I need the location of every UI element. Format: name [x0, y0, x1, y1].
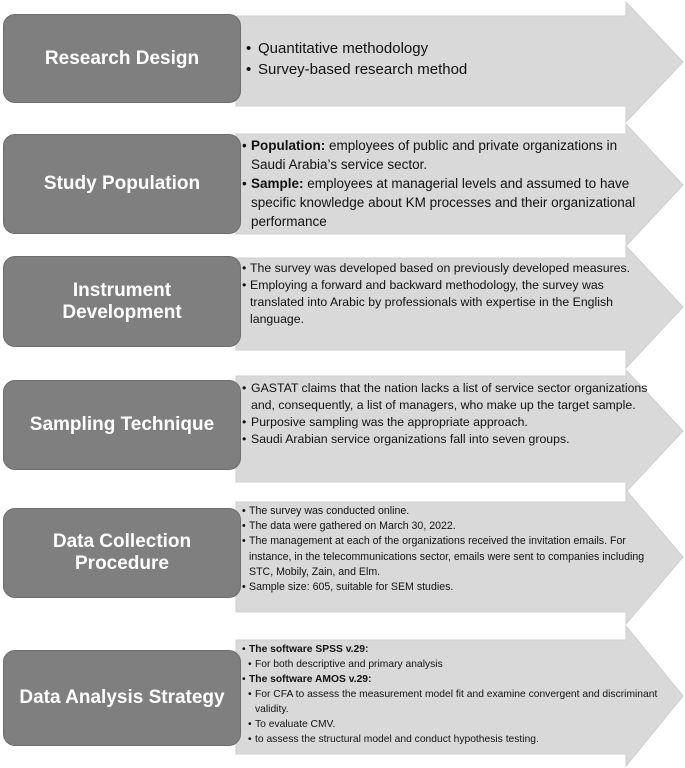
bullet-text: For CFA to assess the measurement model fit and examine convergent and discriminant validity. — [255, 689, 658, 715]
bullet-list — [242, 504, 662, 595]
stage-title: Research Design — [44, 47, 200, 69]
bullet-item — [242, 580, 662, 595]
stage-research-design — [0, 2, 685, 122]
stage-title-box — [3, 508, 241, 598]
bullet-text: For both descriptive and primary analysis — [255, 659, 443, 670]
stage-title-box — [3, 650, 241, 746]
stage-instrument-development — [0, 246, 685, 368]
bullet-item — [242, 504, 662, 519]
stage-content — [242, 136, 652, 231]
bullet-text: Quantitative methodology — [258, 40, 429, 57]
stage-title: Study Population — [43, 173, 201, 195]
stage-data-collection-procedure — [0, 490, 685, 624]
bullet-text: Employing a forward and backward methodology, the survey was translated into Arabic by professionals with expertise in the English language. — [250, 278, 613, 326]
bullet-bold-lead: The software SPSS v.29: — [249, 644, 369, 655]
stage-title-box — [3, 14, 241, 103]
bullet-text: GASTAT claims that the nation lacks a list of service sector organizations and, consequently, a list of managers, who make up the target sample. — [251, 381, 648, 412]
stage-title: Instrument Development — [62, 279, 182, 323]
bullet-list — [242, 260, 660, 328]
bullet-item — [242, 277, 660, 328]
bullet-item — [242, 431, 660, 448]
bullet-item — [242, 534, 662, 580]
stage-title-box — [3, 256, 241, 347]
bullet-item — [246, 59, 646, 80]
stage-title-box — [3, 380, 241, 470]
bullet-list — [242, 136, 652, 231]
bullet-text: The survey was developed based on previously developed measures. — [250, 261, 631, 275]
stage-title: Sampling Technique — [29, 414, 215, 436]
bullet-bold-lead: The software AMOS v.29: — [249, 674, 372, 685]
bullet-item — [242, 414, 660, 431]
stage-title-box — [3, 134, 241, 234]
bullet-list — [246, 38, 646, 80]
bullet-list — [242, 642, 662, 747]
stage-data-analysis-strategy — [0, 626, 685, 766]
bullet-item — [242, 380, 660, 414]
stage-study-population — [0, 124, 685, 246]
bullet-item — [242, 657, 662, 672]
bullet-text: Saudi Arabian service organizations fall into seven groups. — [251, 432, 570, 446]
bullet-item — [242, 687, 662, 717]
bullet-item — [242, 519, 662, 534]
bullet-text: to assess the structural model and conduct hypothesis testing. — [255, 734, 539, 745]
bullet-item — [246, 38, 646, 59]
stage-sampling-technique — [0, 370, 685, 492]
bullet-text: The management at each of the organizations received the invitation emails. For instance, in the telecommunications sector, emails were sent to companies including STC, Mobily, Zain, and Elm. — [249, 535, 645, 578]
stage-content — [242, 260, 660, 328]
stage-title: Data Analysis Strategy — [19, 687, 225, 709]
bullet-bold-lead: Sample: — [251, 176, 304, 191]
stage-title: Data Collection Procedure — [52, 531, 192, 574]
bullet-list — [242, 380, 660, 448]
bullet-bold-lead: Population: — [251, 138, 326, 153]
bullet-text: Purposive sampling was the appropriate approach. — [251, 415, 528, 429]
bullet-item — [242, 672, 662, 687]
bullet-item — [242, 136, 652, 174]
bullet-item — [242, 642, 662, 657]
stage-content — [242, 380, 660, 448]
bullet-text: Sample size: 605, suitable for SEM studies. — [249, 581, 454, 594]
bullet-text: employees of public and private organizations in Saudi Arabia’s service sector. — [251, 138, 618, 172]
stage-content — [242, 38, 646, 80]
bullet-item — [242, 260, 660, 277]
bullet-item — [242, 717, 662, 732]
stage-content — [242, 504, 662, 595]
bullet-text: To evaluate CMV. — [255, 719, 336, 730]
bullet-text: Survey-based research method — [258, 61, 468, 78]
bullet-text: employees at managerial levels and assumed to have specific knowledge about KM processes and their organizational performance — [251, 176, 636, 229]
stage-content — [242, 642, 662, 747]
bullet-text: The data were gathered on March 30, 2022. — [249, 520, 456, 533]
bullet-item — [242, 732, 662, 747]
bullet-text: The survey was conducted online. — [249, 505, 410, 517]
bullet-item — [242, 174, 652, 231]
